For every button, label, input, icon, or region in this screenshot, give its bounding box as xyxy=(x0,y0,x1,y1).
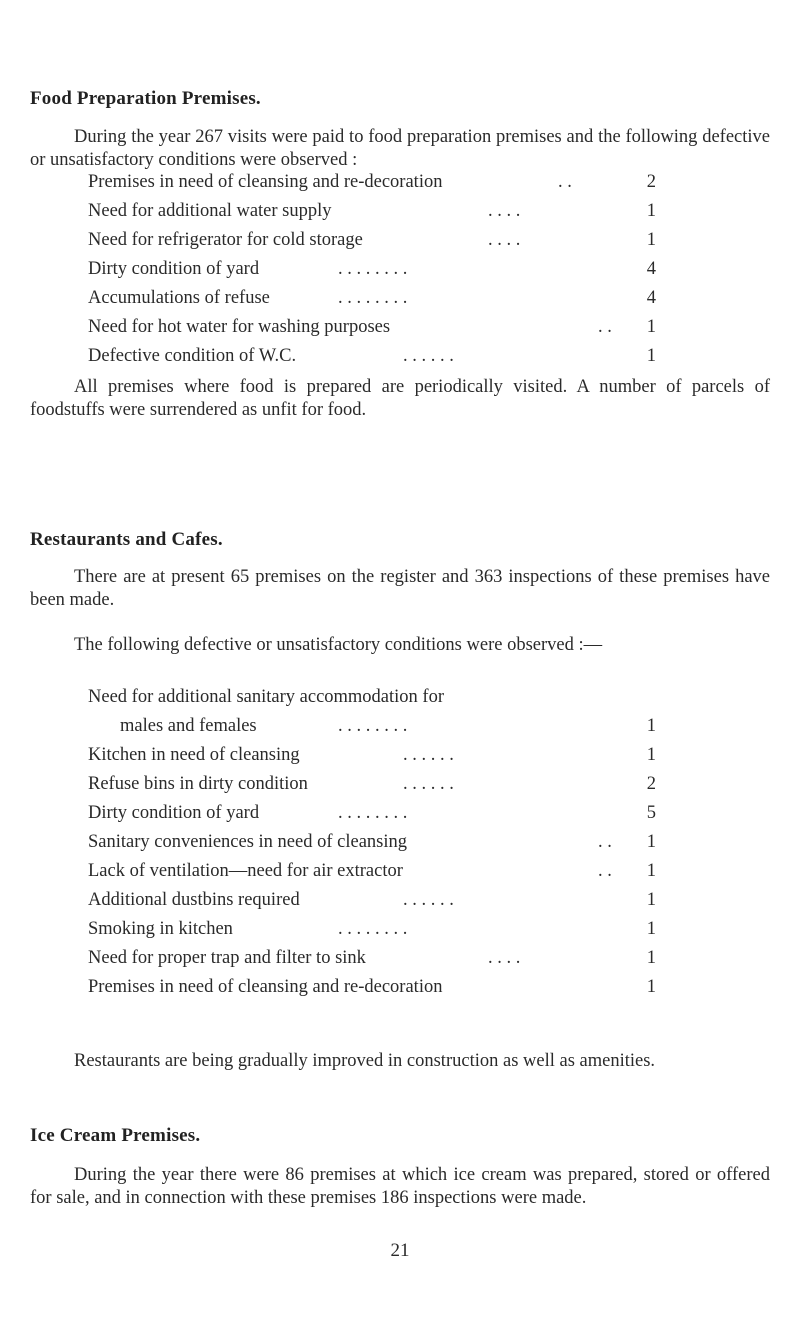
list-item xyxy=(88,915,656,944)
item-label: Additional dustbins required xyxy=(88,890,300,910)
ice-cream-intro-text: During the year there were 86 premises at which ice cream was prepared, stored or offered for sale, and in connection with these premises 186 inspections were made. xyxy=(30,1165,770,1208)
item-value: 4 xyxy=(646,288,656,308)
item-label: Premises in need of cleansing and re-decoration xyxy=(88,977,443,997)
item-value: 1 xyxy=(646,919,656,939)
item-label: Defective condition of W.C. xyxy=(88,346,297,366)
leader-dots: . . xyxy=(558,172,572,192)
restaurants-observed-text: The following defective or unsatisfactory conditions were observed :— xyxy=(74,635,603,655)
food-premises-intro xyxy=(30,126,770,172)
item-label: males and females xyxy=(120,716,257,736)
list-item xyxy=(88,342,656,371)
leader-dots: . . . . . . . . xyxy=(338,919,408,939)
item-label: Need for refrigerator for cold storage xyxy=(88,230,363,250)
item-value: 1 xyxy=(646,948,656,968)
item-label: Dirty condition of yard xyxy=(88,259,260,279)
restaurants-conditions-list xyxy=(88,683,656,1002)
item-value: 5 xyxy=(646,803,656,823)
list-item xyxy=(88,799,656,828)
leader-dots: . . . . . . . . xyxy=(338,716,408,736)
item-label: Premises in need of cleansing and re-decoration xyxy=(88,172,443,192)
food-premises-intro-text: During the year 267 visits were paid to food preparation premises and the following defective or unsatisfactory conditions were observed : xyxy=(30,127,770,170)
restaurants-intro-text: There are at present 65 premises on the register and 363 inspections of these premises have been made. xyxy=(30,567,770,610)
item-value: 1 xyxy=(646,861,656,881)
item-label: Smoking in kitchen xyxy=(88,919,233,939)
page-number: 21 xyxy=(390,1240,410,1261)
list-item xyxy=(88,712,656,741)
leader-dots: . . . . . . . . xyxy=(338,288,408,308)
item-label: Need for hot water for washing purposes xyxy=(88,317,391,337)
leader-dots: . . . . . . xyxy=(403,745,454,765)
item-label: Need for additional water supply xyxy=(88,201,332,221)
leader-dots: . . xyxy=(598,861,612,881)
item-value: 1 xyxy=(646,201,656,221)
leader-dots: . . . . . . . . xyxy=(338,259,408,279)
ice-cream-intro xyxy=(30,1164,770,1210)
item-label: Need for proper trap and filter to sink xyxy=(88,948,366,968)
ice-cream-heading: Ice Cream Premises. xyxy=(30,1125,201,1146)
list-item-continued xyxy=(88,683,656,712)
item-value: 1 xyxy=(646,346,656,366)
restaurants-closing xyxy=(30,1050,770,1073)
list-item xyxy=(88,857,656,886)
list-item xyxy=(88,197,656,226)
list-item xyxy=(88,284,656,313)
item-value: 2 xyxy=(646,172,656,192)
item-value: 1 xyxy=(646,832,656,852)
restaurants-heading: Restaurants and Cafes. xyxy=(30,529,223,550)
item-value: 1 xyxy=(646,745,656,765)
leader-dots: . . . . . . xyxy=(403,346,454,366)
list-item xyxy=(88,828,656,857)
list-item xyxy=(88,313,656,342)
item-value: 1 xyxy=(646,317,656,337)
restaurants-observed xyxy=(30,634,770,657)
item-value: 2 xyxy=(646,774,656,794)
list-item xyxy=(88,226,656,255)
list-item xyxy=(88,973,656,1002)
leader-dots: . . . . xyxy=(488,948,521,968)
item-value: 4 xyxy=(646,259,656,279)
leader-dots: . . . . xyxy=(488,201,521,221)
list-item xyxy=(88,944,656,973)
item-value: 1 xyxy=(646,716,656,736)
food-premises-closing xyxy=(30,376,770,422)
list-item xyxy=(88,770,656,799)
item-label: Kitchen in need of cleansing xyxy=(88,745,300,765)
item-value: 1 xyxy=(646,890,656,910)
list-item xyxy=(88,741,656,770)
restaurants-closing-text: Restaurants are being gradually improved in construction as well as amenities. xyxy=(74,1051,656,1071)
item-value: 1 xyxy=(646,977,656,997)
item-label: Refuse bins in dirty condition xyxy=(88,774,308,794)
food-premises-closing-text: All premises where food is prepared are periodically visited. A number of parcels of foodstuffs were surrendered as unfit for food. xyxy=(30,377,770,420)
list-item xyxy=(88,168,656,197)
food-premises-heading: Food Preparation Premises. xyxy=(30,88,261,109)
leader-dots: . . . . . . xyxy=(403,890,454,910)
leader-dots: . . . . . . . . xyxy=(338,803,408,823)
item-label: Sanitary conveniences in need of cleansing xyxy=(88,832,408,852)
leader-dots: . . . . xyxy=(488,230,521,250)
item-label: Need for additional sanitary accommodation for xyxy=(88,687,444,707)
leader-dots: . . xyxy=(598,832,612,852)
leader-dots: . . xyxy=(598,317,612,337)
item-value: 1 xyxy=(646,230,656,250)
restaurants-intro xyxy=(30,566,770,612)
item-label: Accumulations of refuse xyxy=(88,288,270,308)
item-label: Dirty condition of yard xyxy=(88,803,260,823)
list-item xyxy=(88,255,656,284)
list-item xyxy=(88,886,656,915)
food-premises-conditions-list xyxy=(88,168,656,371)
leader-dots: . . . . . . xyxy=(403,774,454,794)
item-label: Lack of ventilation—need for air extractor xyxy=(88,861,403,881)
